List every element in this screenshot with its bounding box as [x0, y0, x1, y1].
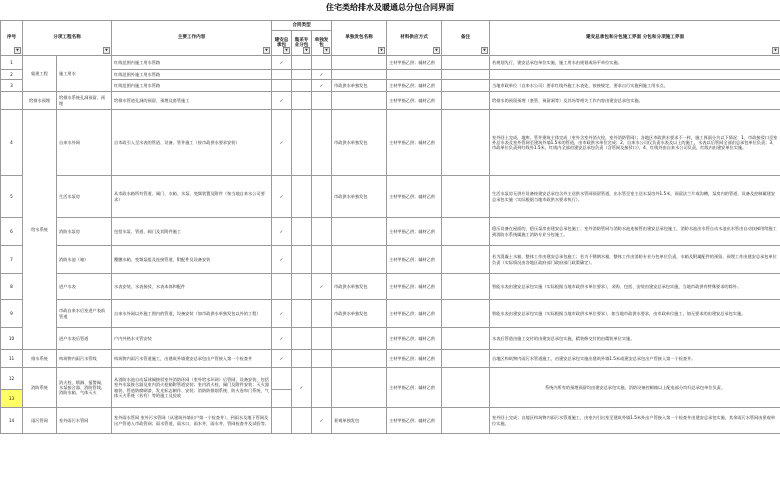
cell-general[interactable] [272, 368, 292, 390]
table-row[interactable] [1, 70, 780, 80]
header-ct-single[interactable]: 单独发包 ▼ [312, 31, 332, 56]
cell-material[interactable]: 主材甲指乙供；辅材乙供 [387, 300, 442, 328]
cell-supply[interactable] [292, 92, 312, 110]
cell-seq[interactable]: 3 [1, 80, 23, 92]
cell-subcategory[interactable]: 构筑物内雨污水管线 [57, 350, 112, 368]
cell-single[interactable] [312, 246, 332, 274]
cell-content[interactable]: 从消防水池自动泵球阀接驳室外消防环网（室外给水环网）后管网、设备安装、包括室外水泵接合器及室内消火栓箱附管道安装；室内消火栓、阀门及附件安装；灭火器箱装、管道防腐刷漆、发光标志制作、安装；消防防排烟系统、防火卷帘门系统、气体灭火系统（若有）等的施工及验收 [112, 368, 272, 408]
cell-material[interactable]: 主材甲指乙供；辅材乙供 [387, 176, 442, 218]
cell-subcategory[interactable]: 自来水外网 [57, 110, 112, 176]
cell-single[interactable] [312, 110, 332, 176]
cell-material[interactable]: 主材甲指乙供；辅材乙供 [387, 80, 442, 92]
table-row[interactable] [1, 110, 780, 176]
cell-content[interactable]: 红线范围外施工用水管路 [112, 70, 272, 80]
table-row[interactable] [1, 246, 780, 274]
cell-supply[interactable] [292, 246, 312, 274]
cell-note[interactable] [442, 110, 490, 176]
cell-material[interactable]: 主材甲指乙供；辅材乙供 [387, 56, 442, 70]
cell-single[interactable]: ✓ [312, 70, 332, 80]
cell-seq[interactable]: 9 [1, 300, 23, 328]
cell-supply[interactable]: ✓ [292, 368, 312, 408]
cell-single-name[interactable] [332, 368, 387, 408]
cell-seq[interactable]: 14 [1, 408, 23, 434]
header-single-name[interactable]: 单独发包名称 ▼ [332, 21, 387, 56]
cell-general[interactable] [272, 274, 292, 300]
table-row[interactable] [1, 92, 780, 110]
cell-note[interactable] [442, 350, 490, 368]
cell-single-name[interactable] [332, 246, 387, 274]
cell-supply[interactable] [292, 176, 312, 218]
cell-content[interactable]: 水表安装、水表接驳、水表本体和配件 [112, 274, 272, 300]
cell-general[interactable]: ✓ [272, 110, 292, 176]
cell-single[interactable] [312, 328, 332, 350]
cell-single-name[interactable] [332, 218, 387, 246]
cell-interface[interactable]: 智能水表由建安总承包实施（实际根据当地市政供水单位要求），如当地市政供水要求，由市政单位施工，如无要求的由建安总承包实施。 [490, 300, 780, 328]
cell-content[interactable]: 给排水管道孔洞的预留、预埋及套管施工 [112, 92, 272, 110]
cell-note[interactable] [442, 56, 490, 70]
table-row[interactable] [1, 368, 780, 390]
cell-general[interactable]: ✓ [272, 300, 292, 328]
cell-interface[interactable]: 若为混凝土水箱，整体工作由建安总承包施工；若为不锈钢水箱，整体工作由消防专业分包单位负责，水箱及附属配件的预留、预埋工作由建安总承包单位负责（实际情况由各地区政府部门政府部门政策确定）。 [490, 246, 780, 274]
cell-single-name[interactable]: 市政供水单独发包 [332, 80, 387, 92]
cell-single[interactable] [312, 92, 332, 110]
cell-material[interactable]: 主材甲指乙供；辅材乙供 [387, 110, 442, 176]
cell-single[interactable]: ✓ [312, 408, 332, 434]
cell-content[interactable]: 构筑物内雨污水管道施工，出建筑外墙建安总承包出户管接入第一个检查井 [112, 350, 272, 368]
cell-supply[interactable] [292, 218, 312, 246]
cell-single[interactable] [312, 350, 332, 368]
cell-interface[interactable]: 生活水泵房无供应设备按建安总承包含外主送供水管网预留管道，出水管至室主送水泵房外1.5米，预留法兰片或沟槽，泵房内的管道、设备及控制属建安总承包实施（实际根据当地市政供水要求执行）。 [490, 176, 780, 218]
header-content[interactable]: 主要工作内容 ▼ [112, 21, 272, 56]
cell-general[interactable]: ✓ [272, 246, 292, 274]
cell-seq[interactable]: 1 [1, 56, 23, 70]
table-row[interactable] [1, 56, 780, 70]
cell-general[interactable]: ✓ [272, 328, 292, 350]
cell-single[interactable] [312, 56, 332, 70]
cell-general[interactable] [272, 70, 292, 80]
cell-content[interactable]: 户内外热水支管安装 [112, 328, 272, 350]
cell-seq[interactable] [1, 92, 23, 110]
cell-seq[interactable]: 4 [1, 110, 23, 176]
cell-general[interactable]: ✓ [272, 176, 292, 218]
cell-single-name[interactable] [332, 92, 387, 110]
cell-supply[interactable] [292, 408, 312, 434]
cell-supply[interactable] [292, 274, 312, 300]
cell-note[interactable] [442, 80, 490, 92]
cell-note[interactable] [442, 246, 490, 274]
table-row[interactable] [1, 328, 780, 350]
cell-general[interactable]: ✓ [272, 92, 292, 110]
cell-interface[interactable]: 若规划先行，建安总承包单位实施，施工用水由规划或场平单位实施。 [490, 56, 780, 70]
header-seq[interactable]: 序号 ▼ [1, 21, 23, 56]
cell-single-name[interactable]: 市政供水单独发包 [332, 300, 387, 328]
cell-interface[interactable]: 室外回土完成，地库、管井建筑主体完成（室外含室外消火栓，室外消防管网）；各地区市政供水要求不一样，施工界面分为以下情况：1、市政接驳口至室外总水表及室外管网至建筑外墙1.5米的管道，由市政供水单位完成；2、自来水公司仅负责水表及以上的施工，水表以后管网全部由总承包单位负责；3、市政单位负责到红线外1.5米，红线内全部由建安总承包负责（含管网及接驳口），4、红线外由自来水公司负责，红线内由建安单位实施。 [490, 110, 780, 176]
cell-category[interactable]: 给排水预埋 [23, 92, 57, 110]
cell-single[interactable] [312, 368, 332, 408]
cell-subcategory[interactable]: 施工用水 [57, 56, 112, 92]
cell-note[interactable] [442, 92, 490, 110]
cell-content[interactable]: 自来水外网以外施工图内的管道，设备安装（如市政供水单独发包以外的工程） [112, 300, 272, 328]
cell-interface[interactable]: 水表后管道由施工交付的由建安总承包实施，精装修交付的由精装单位实施。 [490, 328, 780, 350]
cell-general[interactable] [272, 390, 292, 408]
cell-seq[interactable]: 2 [1, 70, 23, 80]
cell-general[interactable]: ✓ [272, 350, 292, 368]
table-row[interactable] [1, 408, 780, 434]
cell-note[interactable] [442, 70, 490, 80]
cell-note[interactable] [442, 274, 490, 300]
cell-supply[interactable] [292, 70, 312, 80]
cell-subcategory[interactable]: 生活水泵房 [57, 176, 112, 218]
cell-single[interactable] [312, 300, 332, 328]
cell-single[interactable] [312, 218, 332, 246]
cell-single-name[interactable] [332, 56, 387, 70]
page-title: 住宅类给排水及暖通总分包合同界面 [326, 3, 454, 12]
cell-content[interactable]: 从市政水箱所有管道、阀门、水箱、水泵、变频装置及附件（按当地自来水公司要求） [112, 176, 272, 218]
cell-note[interactable] [442, 328, 490, 350]
header-ct-supply[interactable]: 集采专业分包 ▼ [292, 31, 312, 56]
cell-seq-selected[interactable]: 13 [1, 390, 23, 408]
cell-general[interactable]: ✓ [272, 56, 292, 70]
cell-subcategory[interactable]: 进户水表 [57, 274, 112, 300]
cell-seq[interactable]: 12 [1, 368, 23, 390]
cell-category[interactable]: 排水系统 [23, 350, 57, 368]
cell-single-name[interactable] [332, 350, 387, 368]
cell-interface[interactable]: 系统内所有的预埋预留均由建安总承包实施，消防设备控制箱以上配电部分均归总承包单位负责。 [490, 368, 780, 408]
cell-material[interactable]: 主材甲指乙供；辅材乙供 [387, 274, 442, 300]
cell-material[interactable]: 主材甲指乙供；辅材乙供 [387, 246, 442, 274]
cell-material[interactable]: 主材甲指乙供；辅材乙供 [387, 218, 442, 246]
cell-content[interactable]: 室外雨水管网 室外污水管网（从建筑外墙出户第一个检查井），到雨水及地下管网及出户管道入市政管网；雨水管道，雨水口，雨水井，雨水井、管网检查井及试验等。 [112, 408, 272, 434]
cell-subcategory[interactable]: 市政自来水后室进户表前管道 [57, 300, 112, 328]
cell-single[interactable]: ✓ [312, 80, 332, 92]
cell-seq[interactable]: 5 [1, 176, 23, 218]
cell-subcategory[interactable]: 给排水系统孔洞预留、预埋 [57, 92, 112, 110]
cell-note[interactable] [442, 408, 490, 434]
cell-note[interactable] [442, 368, 490, 408]
cell-material[interactable]: 主材甲指乙供；辅材乙供 [387, 92, 442, 110]
cell-note[interactable] [442, 218, 490, 246]
cell-supply[interactable] [292, 300, 312, 328]
cell-single-name[interactable] [332, 328, 387, 350]
cell-seq[interactable]: 8 [1, 274, 23, 300]
cell-interface[interactable]: 自地区构筑物内雨污水管道施工，由建安总承包实施出建筑外墙1.5米或建安总承包出户管接入第一个检查井。 [490, 350, 780, 368]
cell-subcategory[interactable]: 消防水池（箱） [57, 246, 112, 274]
table-row[interactable] [1, 218, 780, 246]
cell-content[interactable]: 覆膜水箱、变频泵组及连接管道、附配件及设备安装 [112, 246, 272, 274]
cell-content[interactable]: 红线范围内施工用水管路 [112, 80, 272, 92]
header-note[interactable]: 备注 ▼ [442, 21, 490, 56]
cell-material[interactable] [387, 70, 442, 80]
cell-subcategory[interactable]: 消防水泵房 [57, 218, 112, 246]
header-contract-type: 合同类型 [272, 21, 332, 31]
cell-single-name[interactable]: 市政供水单独发包 [332, 274, 387, 300]
cell-interface[interactable]: 给排水的预留预埋（套管、预留洞等）及其场等相关工作内容由建安总承包实施。 [490, 92, 780, 110]
cell-general[interactable] [272, 80, 292, 92]
cell-category[interactable]: 消防系统 [23, 368, 57, 408]
cell-single[interactable]: ✓ [312, 274, 332, 300]
header-material-supply[interactable]: 材料供应方式 ▼ [387, 21, 442, 56]
cell-single-name[interactable]: 市政供水单独发包 [332, 110, 387, 176]
contract-interface-table [0, 20, 780, 434]
table-row[interactable] [1, 176, 780, 218]
cell-interface[interactable] [490, 70, 780, 80]
table-row[interactable] [1, 300, 780, 328]
cell-single-name[interactable] [332, 70, 387, 80]
cell-single-name[interactable]: 景观单独发包 [332, 408, 387, 434]
cell-supply[interactable] [292, 80, 312, 92]
table-row[interactable] [1, 350, 780, 368]
header-category[interactable]: 分项工程名称 ▼ [23, 21, 112, 56]
cell-supply[interactable] [292, 350, 312, 368]
cell-category[interactable]: 雨污管网 [23, 408, 57, 434]
cell-note[interactable] [442, 176, 490, 218]
table-row[interactable] [1, 274, 780, 300]
cell-content[interactable]: 包括水泵、管道、阀门及其附件施工 [112, 218, 272, 246]
cell-subcategory[interactable]: 消火栓、喷淋、报警阀、水泵接合器、消防管线、消防水箱、气体灭火 [57, 368, 112, 408]
cell-category[interactable]: 临建工程 [23, 56, 57, 92]
cell-interface[interactable]: 室外回土完成；自地区构筑物内雨污水管道施工，由室内引出室至建筑外墙1.5米外出户管接入第一个检查井由建安总承包实施。其余雨污水管网由景观单位实施。 [490, 408, 780, 434]
cell-seq[interactable]: 7 [1, 246, 23, 274]
cell-content[interactable]: 红线范围内施工用水管路 [112, 56, 272, 70]
cell-seq[interactable]: 6 [1, 218, 23, 246]
header-interface[interactable]: 建安总承包和分包施工界面 分包和分项施工界面 ▼ [490, 21, 780, 56]
cell-material[interactable]: 主材甲指乙供；辅材乙供 [387, 408, 442, 434]
cell-subcategory[interactable]: 室外雨污水管网 [57, 408, 112, 434]
cell-material[interactable]: 主材甲指乙供；辅材乙供 [387, 368, 442, 408]
cell-seq[interactable]: 10 [1, 328, 23, 350]
cell-content[interactable]: 自市政引入至水表的管道、设备、管井施工（按市政供水要求安装） [112, 110, 272, 176]
cell-general[interactable]: ✓ [272, 218, 292, 246]
cell-supply[interactable] [292, 328, 312, 350]
cell-interface[interactable]: 稳压设备在屋面的，稳压泵房由建安总承包施工；室外消防管网与消防水池连接管由建安总承包施工，消防水池出水管自动水池出水管由自动扶梯用给施工到消防水系统属施工消防专业分包施工。 [490, 218, 780, 246]
table-row[interactable] [1, 80, 780, 92]
cell-material[interactable]: 主材甲指乙供；辅材乙供 [387, 328, 442, 350]
header-ct-general[interactable]: 建安总承包 ▼ [272, 31, 292, 56]
cell-single-name[interactable]: 市政供水单独发包 [332, 176, 387, 218]
cell-category[interactable]: 给水系统 [23, 110, 57, 350]
cell-single[interactable] [312, 176, 332, 218]
cell-supply[interactable] [292, 56, 312, 70]
cell-interface[interactable]: 当地市政单位（自来水公司）要求红线外施工水表处，按接规定，要求自行实施到施工用水点。 [490, 80, 780, 92]
cell-note[interactable] [442, 300, 490, 328]
cell-interface[interactable]: 智能水表由建安总承包实施（实际根据当地市政供水单位要求），采购、包括、安装由建安总承包实施，当地市政供有特殊要求的除外。 [490, 274, 780, 300]
cell-seq[interactable]: 11 [1, 350, 23, 368]
cell-subcategory[interactable]: 进户水表后管道 [57, 328, 112, 350]
cell-general[interactable] [272, 408, 292, 434]
cell-supply[interactable] [292, 110, 312, 176]
cell-material[interactable]: 主材甲指乙供；辅材乙供 [387, 350, 442, 368]
